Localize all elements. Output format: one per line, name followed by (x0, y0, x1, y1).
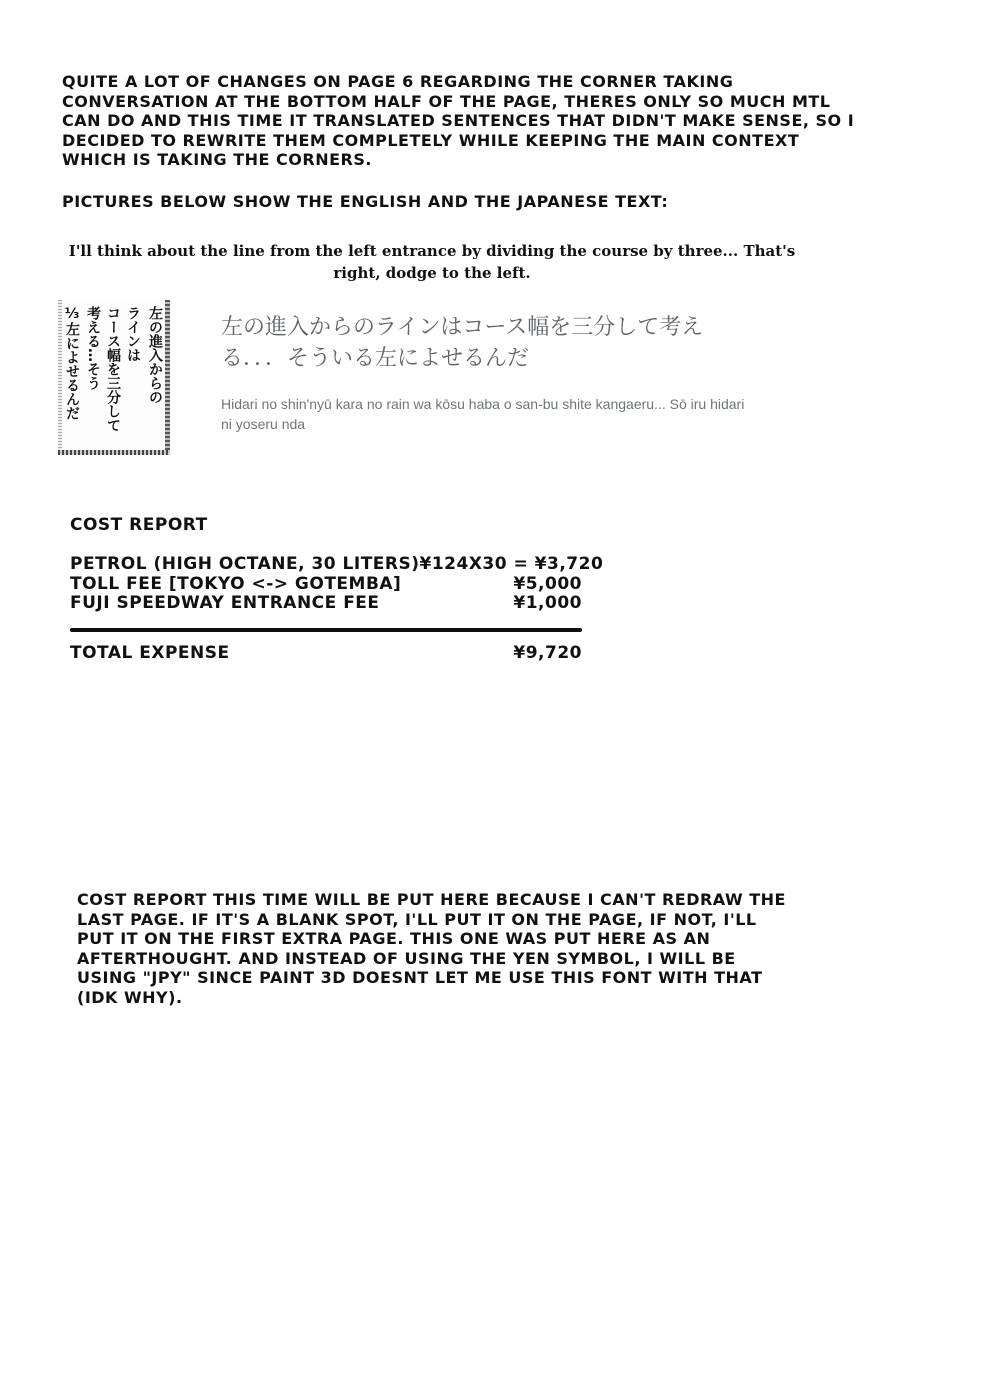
scan-column-2: ラインは (125, 306, 141, 362)
total-amount: ¥9,720 (513, 642, 582, 663)
scan-column-5: ⅓左によせるんだ (64, 306, 80, 420)
cost-item-amount: ¥124X30 = ¥3,720 (419, 554, 604, 574)
english-translation-line: I'll think about the line from the left entrance by dividing the course by three... That's right, dodge to the left. (68, 242, 796, 282)
scan-bottom-edge (58, 450, 170, 455)
cost-item-label: TOLL FEE [TOKYO <-> GOTEMBA] (70, 573, 402, 594)
scan-left-edge (58, 300, 62, 455)
intro-paragraph: QUITE A LOT OF CHANGES ON PAGE 6 REGARDING THE CORNER TAKING CONVERSATION AT THE BOTTOM HALF OF THE PAGE, THERES ONLY SO MUCH MTL CAN DO AND THIS TIME IT TRANSLATED SENTENCES THAT DIDN'T MAKE SENSE, SO I DECIDED TO REWRITE THEM COMPLETELY WHILE KEEPING THE MAIN CONTEXT WHICH IS TAKING THE CORNERS. (62, 72, 855, 169)
cost-item-amount: ¥1,000 (513, 593, 582, 613)
scan-column-1: 左の進入からの (147, 306, 163, 404)
scan-column-3: コース幅を三分して (105, 306, 121, 432)
cost-row-entrance (70, 594, 582, 614)
cost-divider (70, 628, 582, 632)
pictures-note: PICTURES BELOW SHOW THE ENGLISH AND THE JAPANESE TEXT: (62, 192, 669, 211)
note-paragraph: COST REPORT THIS TIME WILL BE PUT HERE BECAUSE I CAN'T REDRAW THE LAST PAGE. IF IT'S A BLANK SPOT, I'LL PUT IT ON THE PAGE, IF NOT, I'LL PUT IT ON THE FIRST EXTRA PAGE. THIS ONE WAS PUT HERE AS AN AFTERTHOUGHT. AND INSTEAD OF USING THE YEN SYMBOL, I WILL BE USING "JPY" SINCE PAINT 3D DOESNT LET ME USE THIS FONT WITH THAT (IDK WHY). (77, 890, 786, 1007)
cost-report-title: COST REPORT (70, 515, 208, 535)
manga-text-scan (58, 300, 170, 455)
cost-item-label: FUJI SPEEDWAY ENTRANCE FEE (70, 593, 380, 613)
cost-item-label: PETROL (HIGH OCTANE, 30 LITERS) (70, 554, 420, 574)
scan-right-edge (165, 300, 170, 455)
cost-row-petrol (70, 554, 604, 575)
cost-item-amount: ¥5,000 (513, 573, 582, 594)
total-label: TOTAL EXPENSE (70, 642, 230, 663)
cost-report (70, 515, 604, 663)
romaji-text: Hidari no shin'nyū kara no rain wa kōsu haba o san-bu shite kangaeru... Sō iru hidari ni yoseru nda (221, 396, 745, 432)
japanese-text: 左の進入からのラインはコース幅を三分して考える．．．そういる左によせるんだ (221, 315, 704, 371)
cost-total-row (70, 644, 582, 664)
cost-row-toll (70, 575, 582, 595)
scan-column-4: 考える…そう (85, 306, 101, 390)
